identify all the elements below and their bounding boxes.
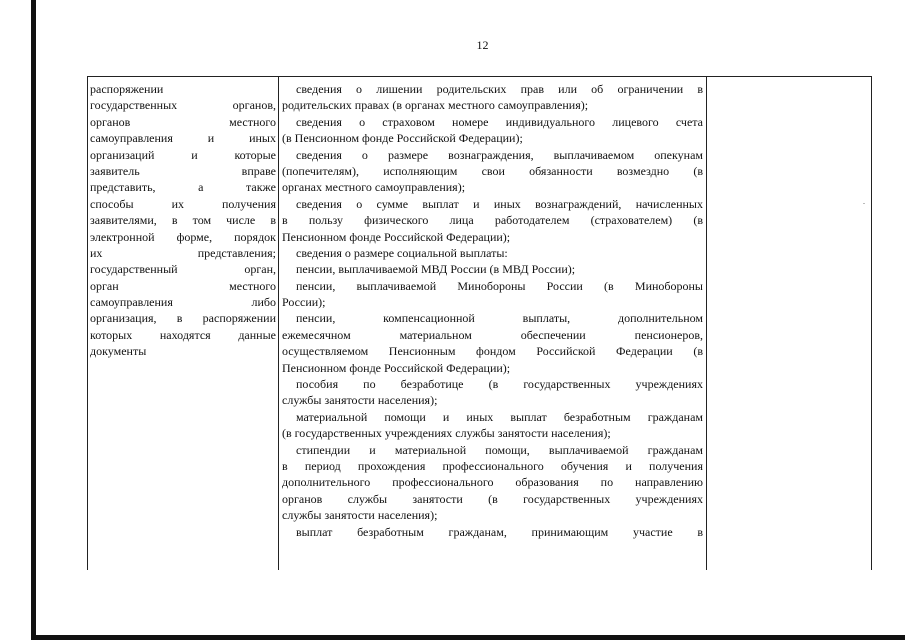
page-frame-left-border [31,0,36,640]
middle-column-line: пенсии, выплачиваемой Минобороны России (в Минобороны [296,278,703,293]
middle-column-line: в период прохождения профессионального обучения и получения [282,458,703,473]
middle-column-line: органов службы занятости (в государственных учреждениях [282,491,703,506]
left-column-line: их представления; [90,245,276,260]
left-column-line: государственных органов, [90,98,276,113]
left-column-line: электронной форме, порядок [90,229,276,244]
middle-column-line: осуществляемом Пенсионным фондом Российской Федерации (в [282,344,703,359]
table-column-divider-1 [278,77,279,570]
middle-column-line: органах местного самоуправления); [282,180,466,195]
left-column-line: организация, в распоряжении [90,311,276,326]
left-column-line: государственный орган, [90,262,276,277]
page-frame-bottom-border [31,635,905,640]
scan-speck [863,203,865,204]
middle-column-line: сведения о лишении родительских прав или об ограничении в [296,82,703,96]
middle-column-line: сведения о страховом номере индивидуального лицевого счета [296,114,703,129]
left-column-line: орган местного [90,278,276,293]
document-table [87,76,872,570]
middle-column-line: (попечителям), исполняющим свои обязанности возмездно (в [282,163,703,178]
middle-column-line: сведения о размере вознаграждения, выплачиваемом опекунам [296,147,703,162]
table-left-column [90,81,276,360]
middle-column-line: родительских правах (в органах местного самоуправления); [282,98,589,113]
middle-column-line: дополнительного профессионального образования по направлению [282,475,703,490]
middle-column-line: сведения о размере социальной выплаты: [296,245,508,260]
page-number: 12 [476,38,489,52]
middle-column-line: материальной помощи и иных выплат безработным гражданам [296,409,703,424]
middle-column-line: службы занятости населения); [282,508,438,523]
middle-column-line: службы занятости населения); [282,393,438,408]
left-column-line: способы их получения [90,196,276,211]
middle-column-line: (в государственных учреждениях службы занятости населения); [282,426,611,441]
table-column-divider-2 [706,77,707,570]
left-column-line: самоуправления и иных [90,131,276,146]
table-middle-column [282,81,703,540]
left-column-line: заявитель вправе [90,163,276,178]
left-column-line: органов местного [90,114,276,129]
middle-column-line: Пенсионном фонде Российской Федерации); [282,360,511,375]
left-column-line: которых находятся данные [90,327,276,342]
middle-column-line: пенсии, выплачиваемой МВД России (в МВД России); [296,262,576,277]
middle-column-line: ежемесячном материальном обеспечении пенсионеров, [282,327,703,342]
middle-column-line: сведения о сумме выплат и иных вознаграждений, начисленных [296,196,703,211]
left-column-line: заявителями, в том числе в [90,213,276,228]
left-column-line: представить, а также [90,180,276,195]
left-column-line: организаций и которые [90,147,276,162]
middle-column-line: в пользу физического лица работодателем (страхователем) (в [282,213,703,228]
middle-column-line: (в Пенсионном фонде Российской Федерации); [282,131,523,146]
middle-column-line: пособия по безработице (в государственных учреждениях [296,377,703,392]
middle-column-line: выплат безработным гражданам, принимающим участие в [296,524,703,539]
middle-column-line: пенсии, компенсационной выплаты, дополнительном [296,311,703,326]
middle-column-line: Пенсионном фонде Российской Федерации); [282,229,511,244]
left-column-line: распоряжении [90,82,164,96]
left-column-line: самоуправления либо [90,295,276,310]
left-column-line: документы [90,344,147,359]
middle-column-line: стипендии и материальной помощи, выплачиваемой гражданам [296,442,703,457]
middle-column-line: России); [282,295,326,310]
